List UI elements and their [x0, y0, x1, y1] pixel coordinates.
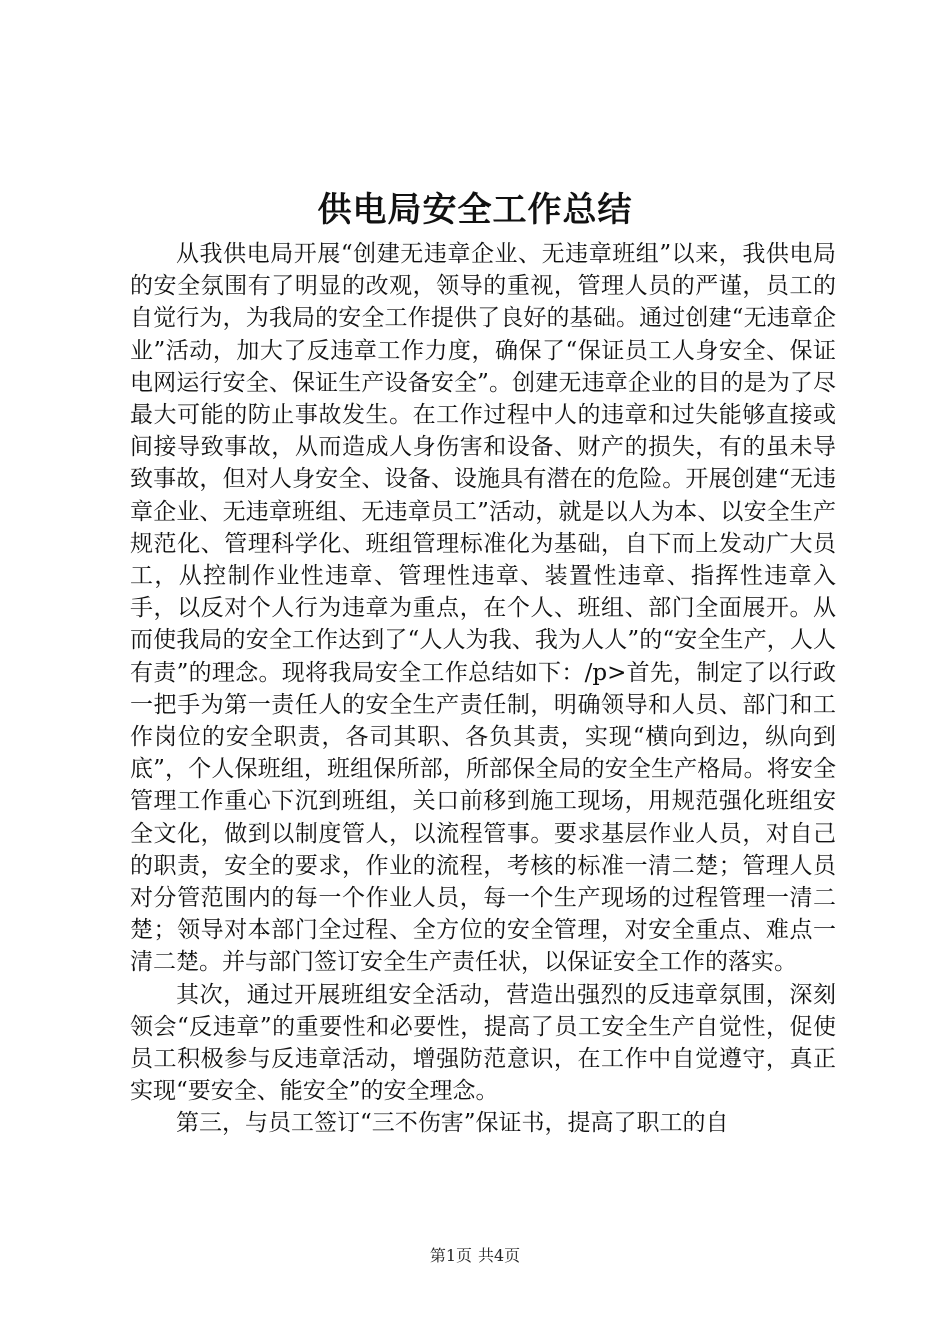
page-number: 第1页	[429, 1246, 472, 1265]
paragraph-intro: 从我供电局开展“创建无违章企业、无违章班组”以来，我供电局的安全氛围有了明显的改观，领导的重视，管理人员的严谨，员工的自觉行为，为我局的安全工作提供了良好的基础。通过创建“无违章企业”活动，加大了反违章工作力度，确保了“保证员工人身安全、保证电网运行安全、保证生产设备安全”。创建无违章企业的目的是为了尽最大可能的防止事故发生。在工作过程中人的违章和过失能够直接或间接导致事故，从而造成人身伤害和设备、财产的损失，有的虽未导致事故，但对人身安全、设备、设施具有潜在的危险。开展创建“无违章企业、无违章班组、无违章员工”活动，就是以人为本、以安全生产规范化、管理科学化、班组管理标准化为基础，自下而上发动广大员工，从控制作业性违章、管理性违章、装置性违章、指挥性违章入手，以反对个人行为违章为重点，在个人、班组、部门全面展开。从而使我局的安全工作达到了“人人为我、我为人人”的“安全生产，人人有责”的理念。现将我局安全工作总结如下：/p>首先，制定了以行政一把手为第一责任人的安全生产责任制，明确领导和人员、部门和工作岗位的安全职责，各司其职、各负其责，实现“横向到边，纵向到底”，个人保班组，班组保所部，所部保全局的安全生产格局。将安全管理工作重心下沉到班组，关口前移到施工现场，用规范强化班组安全文化，做到以制度管人，以流程管事。要求基层作业人员，对自己的职责，安全的要求，作业的流程，考核的标准一清二楚；管理人员对分管范围内的每一个作业人员，每一个生产现场的过程管理一清二楚；领导对本部门全过程、全方位的安全管理，对安全重点、难点一清二楚。并与部门签订安全生产责任状，以保证安全工作的落实。	[130, 241, 836, 976]
document-body	[130, 238, 836, 1140]
paragraph-second: 其次，通过开展班组安全活动，营造出强烈的反违章氛围，深刻领会“反违章”的重要性和必要性，提高了员工安全生产自觉性，促使员工积极参与反违章活动，增强防范意识，在工作中自觉遵守，真正实现“要安全、能安全”的安全理念。	[130, 981, 836, 1105]
document-title: 供电局安全工作总结	[317, 190, 633, 230]
paragraph-third: 第三，与员工签订“三不伤害”保证书，提高了职工的自	[176, 1110, 729, 1137]
page-total: 共4页	[478, 1246, 521, 1265]
page-footer	[0, 1246, 950, 1266]
